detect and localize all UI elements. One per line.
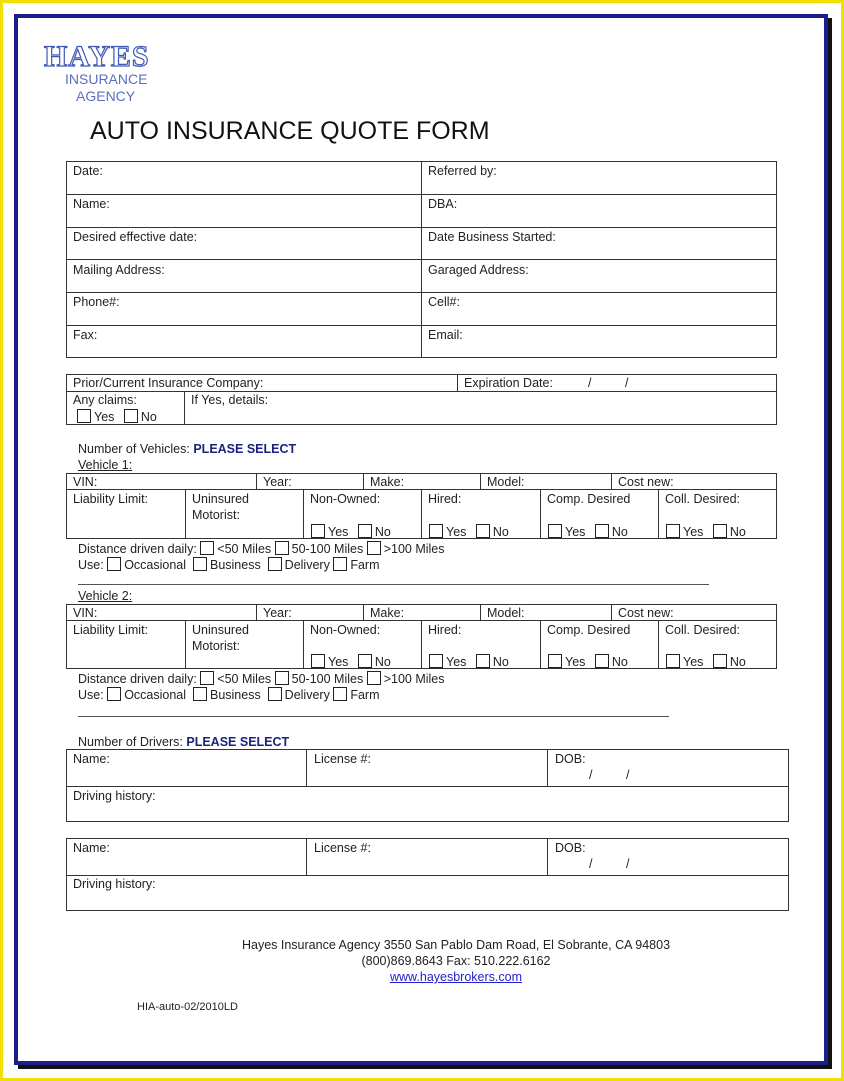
v1-use-occasional-checkbox[interactable] [107,557,121,571]
v1-use-delivery-checkbox[interactable] [268,557,282,571]
v2-coll-yes-checkbox[interactable] [666,654,680,668]
v1-nonowned-yes-checkbox[interactable] [311,524,325,538]
vehicle-count-select[interactable]: PLEASE SELECT [193,442,297,456]
dba-field[interactable]: DBA: [428,197,458,211]
v1-cost-field[interactable]: Cost new: [618,475,674,489]
v1-make-field[interactable]: Make: [370,475,405,489]
v2-model-field[interactable]: Model: [487,606,525,620]
v1-coll-no-checkbox[interactable] [713,524,727,538]
v2-use-business-checkbox[interactable] [193,687,207,701]
v2-vin-field[interactable]: VIN: [73,606,98,620]
v2-nonowned-no-checkbox[interactable] [358,654,372,668]
vehicle-1-label: Vehicle 1: [78,458,133,472]
date-field[interactable]: Date: [73,164,103,178]
v1-nonowned-no-checkbox[interactable] [358,524,372,538]
v2-comp-yes-checkbox[interactable] [548,654,562,668]
form-code: HIA-auto-02/2010LD [137,1001,238,1013]
v1-use-row: Use: Occasional Business Delivery Farm [78,558,380,572]
v2-comp-no-checkbox[interactable] [595,654,609,668]
logo-name: HAYES [44,40,150,73]
v1-model-field[interactable]: Model: [487,475,525,489]
vehicle-2-label: Vehicle 2: [78,589,133,603]
v2-distance-gt100-checkbox[interactable] [367,671,381,685]
v1-distance-50-100-checkbox[interactable] [275,541,289,555]
referred-by-field[interactable]: Referred by: [428,164,497,178]
cell-field[interactable]: Cell#: [428,295,460,309]
d1-dob-field[interactable]: DOB: [555,752,586,766]
claims-yes-checkbox[interactable] [77,409,91,423]
v2-distance-50-100-checkbox[interactable] [275,671,289,685]
prior-company-field[interactable]: Prior/Current Insurance Company: [73,376,264,390]
v2-hired-yes-checkbox[interactable] [429,654,443,668]
v2-hired-no-checkbox[interactable] [476,654,490,668]
mailing-address-field[interactable]: Mailing Address: [73,263,165,277]
divider [78,584,709,585]
v2-use-farm-checkbox[interactable] [333,687,347,701]
fax-field[interactable]: Fax: [73,328,98,342]
claims-no-checkbox[interactable] [124,409,138,423]
v2-distance-row: Distance driven daily: <50 Miles 50-100 Miles >100 Miles [78,672,445,686]
footer-website-link[interactable]: www.hayesbrokers.com [390,970,522,984]
v2-use-delivery-checkbox[interactable] [268,687,282,701]
v1-liability-field[interactable]: Liability Limit: [73,492,149,506]
driver-count-select[interactable]: PLEASE SELECT [186,735,290,749]
divider [78,716,669,717]
v1-use-business-checkbox[interactable] [193,557,207,571]
d1-license-field[interactable]: License #: [314,752,371,766]
v1-vin-field[interactable]: VIN: [73,475,98,489]
d1-name-field[interactable]: Name: [73,752,110,766]
logo-line2: AGENCY [76,88,136,104]
v1-uninsured-label: Uninsured [192,492,249,506]
v1-year-field[interactable]: Year: [263,475,292,489]
business-started-field[interactable]: Date Business Started: [428,230,556,244]
v1-comp-no-checkbox[interactable] [595,524,609,538]
v2-make-field[interactable]: Make: [370,606,405,620]
phone-field[interactable]: Phone#: [73,295,120,309]
v2-use-occasional-checkbox[interactable] [107,687,121,701]
v2-coll-no-checkbox[interactable] [713,654,727,668]
v1-use-farm-checkbox[interactable] [333,557,347,571]
v1-distance-gt100-checkbox[interactable] [367,541,381,555]
d1-history-field[interactable]: Driving history: [73,789,156,803]
vehicle-count-label: Number of Vehicles: PLEASE SELECT [78,442,297,456]
v2-liability-field[interactable]: Liability Limit: [73,623,149,637]
v1-distance-lt50-checkbox[interactable] [200,541,214,555]
v2-distance-lt50-checkbox[interactable] [200,671,214,685]
v1-hired-yes-checkbox[interactable] [429,524,443,538]
footer-phone: (800)869.8643 Fax: 510.222.6162 [361,954,551,968]
v1-distance-row: Distance driven daily: <50 Miles 50-100 Miles >100 Miles [78,542,445,556]
d2-dob-field[interactable]: DOB: [555,841,586,855]
v1-comp-yes-checkbox[interactable] [548,524,562,538]
v2-use-row: Use: Occasional Business Delivery Farm [78,688,380,702]
d2-license-field[interactable]: License #: [314,841,371,855]
footer-address: Hayes Insurance Agency 3550 San Pablo Dam Road, El Sobrante, CA 94803 [241,938,671,952]
any-claims-label: Any claims: [73,393,137,407]
v2-year-field[interactable]: Year: [263,606,292,620]
effective-date-field[interactable]: Desired effective date: [73,230,198,244]
v2-nonowned-yes-checkbox[interactable] [311,654,325,668]
page-title: AUTO INSURANCE QUOTE FORM [90,117,490,145]
v1-coll-yes-checkbox[interactable] [666,524,680,538]
v1-hired-no-checkbox[interactable] [476,524,490,538]
d2-name-field[interactable]: Name: [73,841,110,855]
garaged-address-field[interactable]: Garaged Address: [428,263,529,277]
claims-details-field[interactable]: If Yes, details: [191,393,269,407]
name-field[interactable]: Name: [73,197,110,211]
logo-line1: INSURANCE [65,71,148,87]
v2-cost-field[interactable]: Cost new: [618,606,674,620]
d2-history-field[interactable]: Driving history: [73,877,156,891]
expiration-date-field[interactable]: Expiration Date: [464,376,553,390]
driver-count-label: Number of Drivers: PLEASE SELECT [78,735,290,749]
email-field[interactable]: Email: [428,328,463,342]
